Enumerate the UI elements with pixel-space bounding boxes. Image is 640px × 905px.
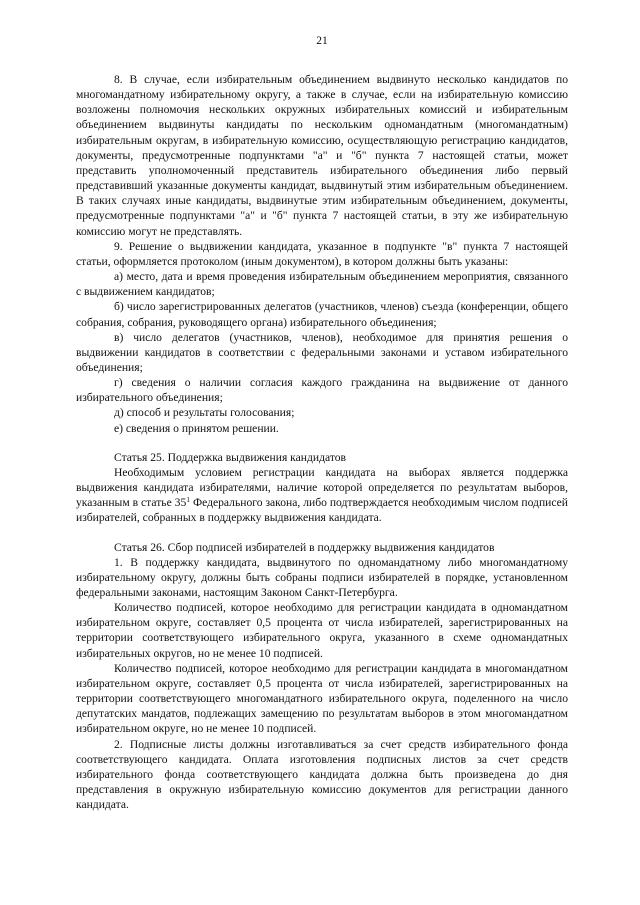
article-heading: Статья 26. Сбор подписей избирателей в поддержку выдвижения кандидатов [114, 540, 495, 554]
section-gap [76, 436, 568, 450]
paragraph: а) место, дата и время проведения избирательным объединением мероприятия, связанного с выдвижением кандидатов; [76, 270, 568, 299]
paragraph: Количество подписей, которое необходимо для регистрации кандидата в одномандатном избирательном округе, составляет 0,5 процента от числа избирателей, зарегистрированных на территории соответствующего избирательного округа, указанного в схеме одномандатных избирательных округов, но не менее 10 подписей. [76, 601, 568, 660]
paragraph: Необходимым условием регистрации кандидата на выборах является поддержка выдвижения кандидата избирателями, наличие которой определяется по результатам выборов, указанным в статье $35^1$ Федерального закона, либо подтверждается необходимым числом подписей избирателей, собранных в поддержку выдвижения кандидата. [76, 465, 569, 525]
paragraph: 2. Подписные листы должны изготавливаться за счет средств избирательного фонда соответствующего кандидата. Оплата изготовления подписных листов за счет средств избирательного фонда соответствующего кандидата должна быть произведена до дня представления в окружную избирательную комиссию документов для регистрации данного кандидата. [76, 737, 568, 812]
section-gap [76, 526, 568, 540]
paragraph: е) сведения о принятом решении. [114, 421, 279, 435]
document-body [76, 72, 568, 812]
paragraph: д) способ и результаты голосования; [114, 406, 295, 420]
page-number: 21 [316, 35, 328, 47]
superscript-index: 1 [186, 495, 190, 505]
paragraph: 9. Решение о выдвижении кандидата, указанное в подпункте "в" пункта 7 настоящей статьи, оформляется протоколом (иным документом), в котором должны быть указаны: [76, 239, 568, 268]
paragraph: 1. В поддержку кандидата, выдвинутого по одномандатному либо многомандатному избирательному округу, должны быть собраны подписи избирателей в порядке, установленном федеральными законами, настоящим Законом Санкт-Петербурга. [76, 555, 568, 599]
article-heading: Статья 25. Поддержка выдвижения кандидатов [114, 450, 347, 464]
paragraph: г) сведения о наличии согласия каждого гражданина на выдвижение от данного избирательного объединения; [76, 376, 568, 405]
paragraph: б) число зарегистрированных делегатов (участников, членов) съезда (конференции, общего собрания, собрания, руководящего органа) избирательного объединения; [76, 300, 568, 329]
paragraph: в) число делегатов (участников, членов), необходимое для принятия решения о выдвижении кандидатов в соответствии с федеральными законами и уставом избирательного объединения; [76, 330, 568, 374]
paragraph: Количество подписей, которое необходимо для регистрации кандидата в многомандатном избирательном округе, составляет 0,5 процента от числа избирателей, зарегистрированных на территории соответствующего многомандатного избирательного округа, поделенного на число депутатских мандатов, подлежащих замещению по результатам выборов в этом многомандатном избирательном округе, но не менее 10 подписей. [76, 661, 568, 736]
paragraph: 8. В случае, если избирательным объединением выдвинуто несколько кандидатов по многомандатному избирательному округу, а также в случае, если на избирательную комиссию возложены полномочия нескольких окружных избирательных комиссий и избирательным объединением выдвинуты кандидаты по нескольким одномандатным (многомандатным) избирательным округам, в избирательную комиссию, осуществляющую регистрацию кандидатов, документы, предусмотренные подпунктами "а" и "б" пункта 7 настоящей статьи, может представить уполномоченный представитель избирательного объединения либо первый представивший указанные документы кандидат, выдвинутый этим избирательным объединением. В таких случаях иные кандидаты, выдвинутые этим избирательным объединением, документы, предусмотренные подпунктами "а" и "б" пункта 7 настоящей статьи, в эту же избирательную комиссию могут не представлять. [76, 73, 568, 238]
